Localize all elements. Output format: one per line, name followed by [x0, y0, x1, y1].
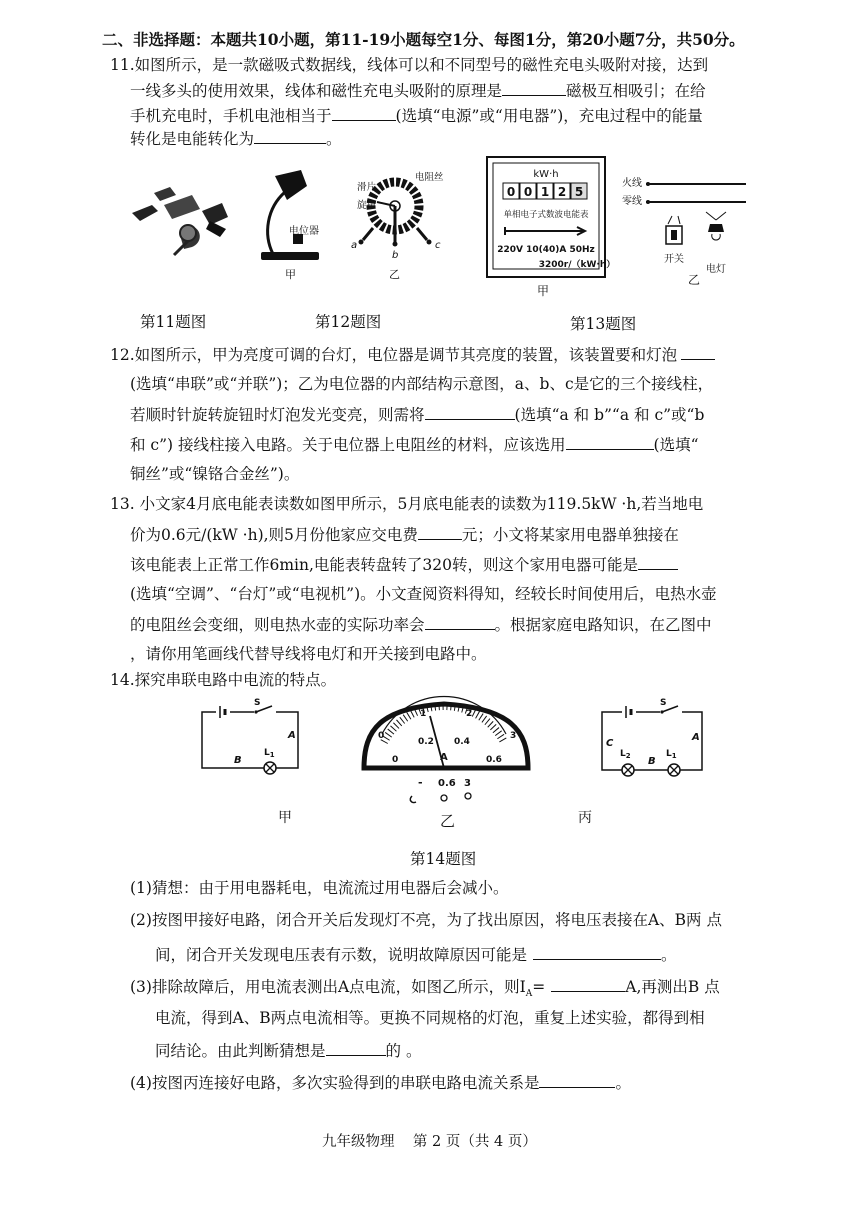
q13-text: 价为0.6元/(kW ·h),则5月份他家应交电费 [130, 526, 418, 544]
q11-line2 [130, 80, 706, 101]
point-a-label: A [288, 730, 296, 741]
q12-line1 [110, 344, 715, 365]
q12-text: (选填“a 和 b”“a 和 c”或“b [514, 406, 705, 424]
q14-text: A,再测出B 点 [625, 978, 720, 996]
q12-text: 和 c”) 接线柱接入电路。关于电位器上电阻丝的材料，应该选用 [130, 436, 566, 454]
q14-part2-line2 [155, 944, 677, 965]
meter-digit: 0 [506, 185, 516, 199]
terminal-b: b [392, 250, 399, 261]
q14-text: 的 。 [385, 1042, 422, 1060]
q11-text: 手机充电时，手机电池相当于 [130, 107, 332, 125]
q14-text: 间，闭合开关发现电压表有示数，说明故障原因可能是 [155, 946, 528, 964]
switch-icon [666, 216, 682, 244]
q14-blank-1[interactable] [533, 944, 661, 960]
q14-part1: (1)猜想：由于用电器耗电，电流流过用电器后会减小。 [130, 879, 509, 897]
lamp-l1-label: $L_1$ [666, 749, 677, 760]
scale-bottom-0: 0 [392, 755, 399, 765]
terminal-06: 0.6 [438, 778, 456, 789]
lamp-icon [706, 212, 726, 240]
scale-top-3: 3 [510, 731, 517, 741]
meter-spec: 220V 10(40)A 50Hz [497, 245, 595, 255]
q12-blank-1[interactable] [681, 344, 715, 360]
potentiometer-label: 电位器 [289, 226, 319, 237]
live-wire-label: 火线 [622, 178, 642, 189]
q11-text: 。 [326, 130, 342, 148]
point-b-label: B [648, 756, 656, 767]
meter-digits [503, 183, 587, 199]
magnetic-cable-figure [130, 185, 240, 255]
terminal-neg: - [418, 776, 423, 789]
meter-digit: 5 [574, 185, 584, 199]
scale-bottom-02: 0.2 [418, 737, 434, 747]
q11-line3 [130, 105, 703, 126]
household-circuit-figure [620, 170, 755, 285]
terminal-a: a [351, 240, 358, 251]
fig13-jia-label: 甲 [537, 284, 550, 298]
q13-blank-2[interactable] [638, 554, 678, 570]
switch-label: 开关 [664, 254, 684, 265]
q14-part3-line3 [155, 1040, 421, 1061]
q13-text: 元；小文将某家用电器单独接在 [461, 526, 679, 544]
fig14-bing-label: 丙 [578, 810, 592, 826]
scale-top-1: 1 [420, 709, 427, 719]
scale-top-2: 2 [466, 709, 473, 719]
point-b-label: B [234, 755, 242, 766]
resistance-wire-label: 电阻丝 [415, 172, 444, 183]
q12-blank-3[interactable] [566, 434, 654, 450]
q14-text: = [532, 978, 546, 996]
caption-fig14: 第14题图 [410, 850, 477, 868]
q13-line3 [130, 554, 678, 575]
slider-label: 滑片 [357, 182, 377, 193]
terminal-3: 3 [464, 778, 471, 789]
caption-fig13: 第13题图 [570, 315, 637, 333]
section-header: 二、非选择题：本题共10小题，第11-19小题每空1分、每图1分，第20小题7分，共50分。 [102, 30, 745, 49]
meter-digit: 2 [557, 185, 567, 199]
caption-fig12: 第12题图 [315, 313, 382, 331]
q14-text: 。 [615, 1074, 631, 1092]
fig13-yi-label: 乙 [688, 273, 701, 287]
q11-text: (选填“电源”或“用电器”)，充电过程中的能量 [395, 107, 703, 125]
terminal-c: c [435, 240, 441, 251]
q12-text: 若顺时针旋转旋钮时灯泡发光变亮，则需将 [130, 406, 425, 424]
q14-part2-line1: (2)按图甲接好电路，闭合开关后发现灯不亮，为了找出原因，将电压表接在A、B两 点 [130, 911, 722, 929]
knob-label: 旋钮 [357, 200, 377, 211]
q13-line4: (选填“空调”、“台灯”或“电视机”)。小文查阅资料得知，经较长时间使用后，电热水壶 [130, 585, 717, 603]
q12-line4 [130, 434, 699, 455]
energy-meter-figure [485, 155, 616, 300]
q14-blank-2[interactable] [551, 976, 625, 992]
series-circuit-jia [198, 700, 308, 830]
q11-blank-2[interactable] [332, 105, 396, 121]
q11-line1: 11.如图所示，是一款磁吸式数据线，线体可以和不同型号的磁性充电头吸附对接，达到 [110, 56, 709, 74]
q14-blank-4[interactable] [539, 1072, 615, 1088]
q13-line5 [130, 614, 712, 635]
fig14-yi-label: 乙 [440, 812, 456, 830]
meter-name: 单相电子式数波电能表 [503, 210, 589, 220]
q14-part3-line1 [130, 976, 720, 1004]
caption-fig11: 第11题图 [140, 313, 207, 331]
q13-line6: ，请你用笔画线代替导线将电灯和开关接到电路中。 [130, 645, 487, 663]
q11-blank-3[interactable] [254, 128, 326, 144]
q11-text: 磁极互相吸引；在给 [566, 82, 706, 100]
q14-subscript: A [525, 989, 533, 1000]
fig14-jia-label: 甲 [278, 810, 292, 826]
q13-text: 该电能表上正常工作6min,电能表转盘转了320转，则这个家用电器可能是 [130, 556, 639, 574]
q13-line1: 13. 小文家4月底电能表读数如图甲所示，5月底电能表的读数为119.5kW ·h,若当地电 [110, 495, 704, 513]
meter-digit: 1 [540, 185, 550, 199]
neutral-wire-label: 零线 [622, 196, 642, 207]
point-c-label: C [606, 738, 614, 749]
q14-text: 。 [661, 946, 677, 964]
q14-blank-3[interactable] [326, 1040, 386, 1056]
page-footer: 九年级物理 第 2 页（共 4 页） [322, 1134, 537, 1150]
potentiometer-figure [255, 168, 465, 286]
fig12-jia-label: 甲 [285, 268, 296, 281]
q14-text: 同结论。由此判断猜想是 [155, 1042, 326, 1060]
lamp-label: 电灯 [706, 264, 726, 275]
q14-text: (3)排除故障后，用电流表测出A点电流，如图乙所示，则I [130, 978, 526, 996]
q12-blank-2[interactable] [425, 404, 515, 420]
q14-part3-line2: 电流，得到A、B两点电流相等。更换不同规格的灯泡，重复上述实验，都得到相 [155, 1009, 705, 1027]
q13-text: 的电阻丝会变细，则电热水壶的实际功率会 [130, 616, 425, 634]
fig12-yi-label: 乙 [389, 268, 400, 281]
q13-blank-1[interactable] [418, 524, 462, 540]
q14-part4 [130, 1072, 631, 1093]
q12-line3 [130, 404, 704, 425]
q13-blank-3[interactable] [425, 614, 495, 630]
switch-s-label: S [660, 698, 667, 708]
meter-rate: 3200r/（kW·h） [538, 260, 616, 270]
ammeter-figure [360, 700, 535, 850]
scale-bottom-06: 0.6 [486, 755, 502, 765]
q13-line2 [130, 524, 679, 545]
q12-line2: (选填“串联”或“并联”)；乙为电位器的内部结构示意图，a、b、c是它的三个接线柱， [130, 375, 714, 393]
q11-line4 [130, 128, 342, 149]
series-circuit-bing [578, 698, 713, 830]
scale-top-0: 0 [378, 731, 385, 741]
lamp-l1-label: $L_1$ [264, 748, 275, 759]
q12-line5: 铜丝”或“镍铬合金丝”)。 [130, 465, 300, 483]
meter-unit: kW·h [533, 169, 559, 180]
meter-digit: 0 [523, 185, 533, 199]
q11-text: 转化是电能转化为 [130, 130, 255, 148]
lamp-l2-label: $L_2$ [620, 749, 631, 760]
q14-text: (4)按图丙连接好电路，多次实验得到的串联电路电流关系是 [130, 1074, 540, 1092]
q12-text: (选填“ [653, 436, 699, 454]
q12-text: 12.如图所示，甲为亮度可调的台灯，电位器是调节其亮度的装置，该装置要和灯泡 [110, 346, 678, 364]
q13-text: 。根据家庭电路知识，在乙图中 [494, 616, 712, 634]
ammeter-unit: A [440, 752, 448, 763]
switch-s-label: S [254, 698, 261, 708]
scale-bottom-04: 0.4 [454, 737, 470, 747]
q14-line1: 14.探究串联电路中电流的特点。 [110, 671, 337, 689]
point-a-label: A [692, 732, 700, 743]
q11-blank-1[interactable] [502, 80, 566, 96]
q11-text: 一线多头的使用效果，线体和磁性充电头吸附的原理是 [130, 82, 503, 100]
